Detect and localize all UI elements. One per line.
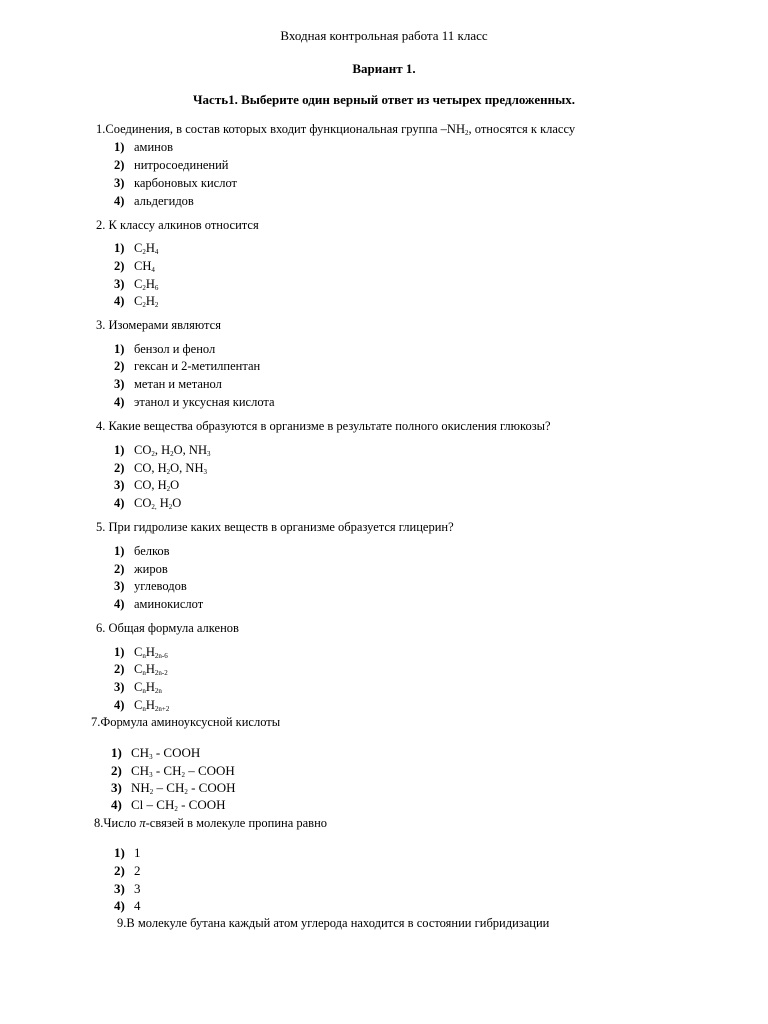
question-6-option-4: 4) $C_nH_{2n+2}$ <box>114 698 170 713</box>
question-6-option-1: 1) $C_nH_{2n-6}$ <box>114 645 168 660</box>
question-1-option-3: 3) карбоновых кислот <box>114 176 238 190</box>
question-2-option-2: 2) $CH_4$ <box>114 259 155 274</box>
question-5-option-4: 4) аминокислот <box>114 597 204 611</box>
question-2-option-3: 3) $C_2H_6$ <box>114 277 159 292</box>
question-7: 7.Формула аминоуксусной кислоты <box>91 715 281 729</box>
question-8: 8.Число π-связей в молекуле пропина равно <box>94 816 328 830</box>
question-5-option-3: 3) углеводов <box>114 579 187 593</box>
question-5-option-1: 1) белков <box>114 544 170 558</box>
question-1-option-2: 2) нитросоединений <box>114 158 229 172</box>
question-6-option-2: 2) $C_nH_{2n-2}$ <box>114 662 168 677</box>
question-3-option-2: 2) гексан и 2-метилпентан <box>114 359 261 373</box>
question-4: 4. Какие вещества образуются в организме в результате полного окисления глюкозы? <box>96 419 551 433</box>
question-9: 9.В молекуле бутана каждый атом углерода находится в состоянии гибридизации <box>117 916 550 930</box>
question-5-option-2: 2) жиров <box>114 562 168 576</box>
question-8-option-4: 4) 4 <box>114 898 141 913</box>
question-2-option-4: 4) $C_2H_2$ <box>114 294 159 309</box>
part-heading: Часть1. Выберите один верный ответ из четырех предложенных. <box>193 92 575 107</box>
question-8-option-2: 2) 2 <box>114 863 141 878</box>
question-4-option-1: 1) $CO_2$, $H_2O$, $NH_3$ <box>114 443 211 458</box>
question-6-option-3: 3) $C_nH_{2n}$ <box>114 680 162 695</box>
question-3-option-3: 3) метан и метанол <box>114 377 222 391</box>
question-2-option-1: 1) $C_2H_4$ <box>114 241 159 256</box>
question-5: 5. При гидролизе каких веществ в организме образуется глицерин? <box>96 520 454 534</box>
question-7-option-3: 3) $NH_2 - CH_2$ - COOH <box>111 780 236 796</box>
question-4-option-4: 4) $CO_{2,}$ $H_2O$ <box>114 496 182 511</box>
question-1-option-4: 4) альдегидов <box>114 194 194 208</box>
question-8-option-3: 3) 3 <box>114 881 141 896</box>
question-6: 6. Общая формула алкенов <box>96 621 239 635</box>
question-7-option-4: 4) Cl – $CH_2$ - COOH <box>111 797 226 813</box>
question-3-option-1: 1) бензол и фенол <box>114 342 216 356</box>
question-8-option-1: 1) 1 <box>114 845 141 860</box>
variant-heading: Вариант 1. <box>352 61 416 76</box>
question-1: 1.Соединения, в состав которых входит функциональная группа $-NH_2$, относятся к классу <box>96 122 576 137</box>
question-3-option-4: 4) этанол и уксусная кислота <box>114 395 275 409</box>
question-4-option-3: 3) CO, $H_2O$ <box>114 478 180 493</box>
question-7-option-1: 1) $CH_3$ - COOH <box>111 745 201 761</box>
question-7-option-2: 2) $CH_3 - CH_2$ – COOH <box>111 763 235 779</box>
question-1-option-1: 1) аминов <box>114 140 173 154</box>
document-title: Входная контрольная работа 11 класс <box>280 28 488 43</box>
question-3: 3. Изомерами являются <box>96 318 221 332</box>
pi-symbol: π <box>139 816 146 830</box>
question-2: 2. К классу алкинов относится <box>96 218 259 232</box>
question-4-option-2: 2) CO, $H_2O$, $NH_3$ <box>114 461 207 476</box>
